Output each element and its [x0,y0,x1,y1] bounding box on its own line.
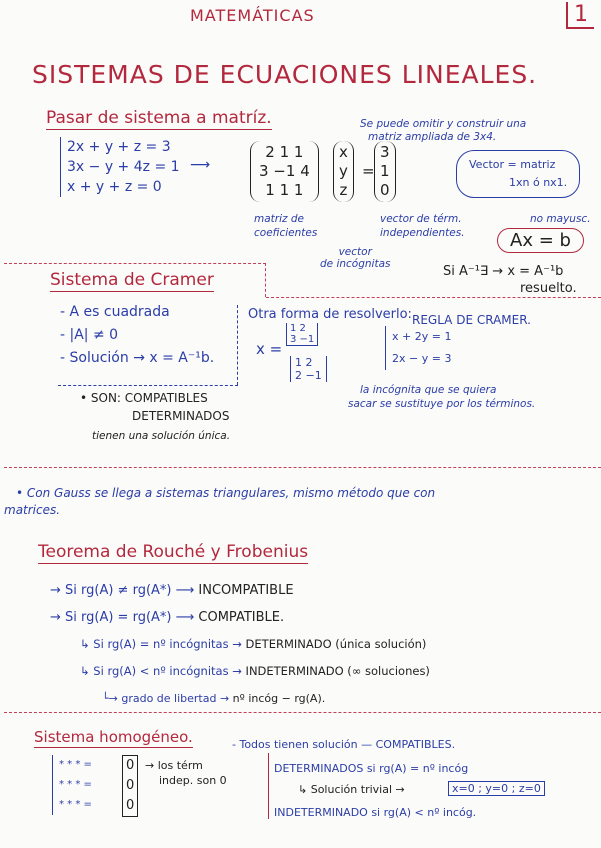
divider [266,297,601,298]
matrix-row: 1 1 1 [265,181,304,199]
text: matrices. [4,503,61,517]
result: COMPATIBLE. [198,610,285,625]
text: los térm [157,759,203,772]
vector-entry: y [339,162,348,180]
zero-vector [122,755,138,817]
resuelto-text: resuelto. [520,281,577,296]
equation: 2x + y + z = 3 [67,139,171,155]
condition: → Si rg(A) = rg(A*) ⟶ [50,610,195,625]
text: de incógnitas [320,258,391,270]
x-equals: x = [256,340,283,358]
son-note [80,389,229,425]
trivial-label: ↳ Solución trivial → [298,783,405,796]
text: matriz de [254,213,304,225]
coefficient-matrix [250,141,319,202]
text: 1 2 [295,356,313,369]
vector-entry: x [339,143,348,161]
inverse-formula: Si A⁻¹∃ → x = A⁻¹b [443,264,564,279]
text: Vector = matriz [469,158,556,171]
text: • SON: COMPATIBLES [80,391,208,405]
indeterminado-note: INDETERMINADO si rg(A) < nº incóg. [274,806,477,819]
equation: x + 2y = 1 [392,330,452,343]
text: Se puede omitir y construir una [360,118,527,130]
branch-line [268,753,269,819]
trivial-solution-box: x=0 ; y=0 ; z=0 [448,781,545,796]
equation: * * * = [59,759,92,770]
otra-forma: Otra forma de resolverlo: [248,307,412,322]
text: 2 −1 [295,369,322,382]
divider [4,263,266,264]
heading-rouche-frobenius: Teorema de Rouché y Frobenius [38,542,309,562]
condition: → Si rg(A) ≠ rg(A*) ⟶ [50,583,195,598]
rule-line [50,577,430,604]
text: independientes. [380,227,465,239]
vector-entry: 0 [126,778,135,793]
heading-cramer: Sistema de Cramer [50,270,214,290]
vector-entry: 0 [126,758,135,773]
text: • Con Gauss se llega a sistemas triangulares, mismo método que con [16,486,436,500]
note-ampliada [360,118,526,144]
text: la incógnita que se quiera [360,384,497,396]
condition: └→ grado de libertad → [102,692,230,705]
text: 1 2 [290,323,306,334]
equation: x + y + z = 0 [67,179,162,195]
vector-entry: 0 [126,798,135,813]
rule-line [50,658,430,685]
text: matriz ampliada de 3x4. [368,131,497,143]
numerator-determinant [286,323,318,346]
subject-header: MATEMÁTICAS [190,6,315,25]
vector-entry: 3 [380,143,390,161]
divider [237,305,238,385]
matrix-row: 2 1 1 [265,143,304,161]
cramer-conditions [60,301,214,370]
text: coeficientes [254,227,318,239]
rouche-rules [50,577,430,712]
condition: ↳ Si rg(A) = nº incógnitas → [80,637,242,651]
equation: * * * = [59,799,92,810]
page-number: 1 [566,2,594,29]
label-unknowns [320,246,391,270]
no-mayusc-note: no mayusc. [530,213,591,225]
rule-line [50,685,430,712]
equation-system [60,137,180,197]
homogeneous-system [52,755,92,815]
rule-line [50,604,430,631]
text: 1xn ó nx1. [509,176,568,189]
unica-note: tienen una solución única. [92,430,231,442]
text: indep. son 0 [159,774,227,787]
heading-pasar-matriz: Pasar de sistema a matríz. [46,108,272,128]
matrix-row: 3 −1 4 [259,162,310,180]
axb-formula: Ax = b [497,228,584,253]
result: nº incóg − rg(A). [232,692,326,705]
equation: 2x − y = 3 [392,352,452,365]
list-item: - A es cuadrada [60,304,170,320]
list-item: - Solución → x = A⁻¹b. [60,350,215,366]
label-coef [254,212,317,240]
regla-cramer: REGLA DE CRAMER. [412,313,531,327]
denominator-determinant [290,356,327,382]
list-item: - |A| ≠ 0 [60,327,119,343]
vector-entry: 0 [380,181,390,199]
heading-homogeneo: Sistema homogéneo. [34,728,193,746]
gauss-note [4,485,435,519]
text: sacar se sustituye por los términos. [348,398,536,410]
terms-zero-note: → los térm indep. son 0 [145,759,227,787]
divider [265,263,266,297]
cloud-note [456,150,580,198]
cramer-note [348,383,535,411]
text: vector [338,246,372,258]
vector-entry: 1 [380,162,390,180]
result: INDETERMINADO (∞ soluciones) [245,664,430,678]
vector-entry: z [339,181,348,199]
example-system [385,326,451,370]
equation: * * * = [59,779,92,790]
equation: 3x − y + 4z = 1 [67,159,180,175]
equals-sign: = [362,162,375,180]
text: 3 −1 [290,334,315,345]
result: DETERMINADO (única solución) [245,637,427,651]
divider [4,467,601,468]
result: INCOMPATIBLE [198,583,294,598]
divider [58,385,238,386]
text: DETERMINADOS [132,409,230,423]
unknowns-vector [333,141,354,202]
determinados-note: DETERMINADOS si rg(A) = nº incóg [274,762,469,775]
rule-line [50,631,430,658]
todos-note: - Todos tienen solución — COMPATIBLES. [232,738,456,751]
label-terms [380,212,465,240]
condition: ↳ Si rg(A) < nº incógnitas → [80,664,242,678]
terms-vector [374,141,396,202]
page-title: SISTEMAS DE ECUACIONES LINEALES. [32,60,538,89]
text: vector de térm. [380,213,462,225]
divider [4,712,601,713]
arrow-icon: ⟶ [190,157,211,173]
